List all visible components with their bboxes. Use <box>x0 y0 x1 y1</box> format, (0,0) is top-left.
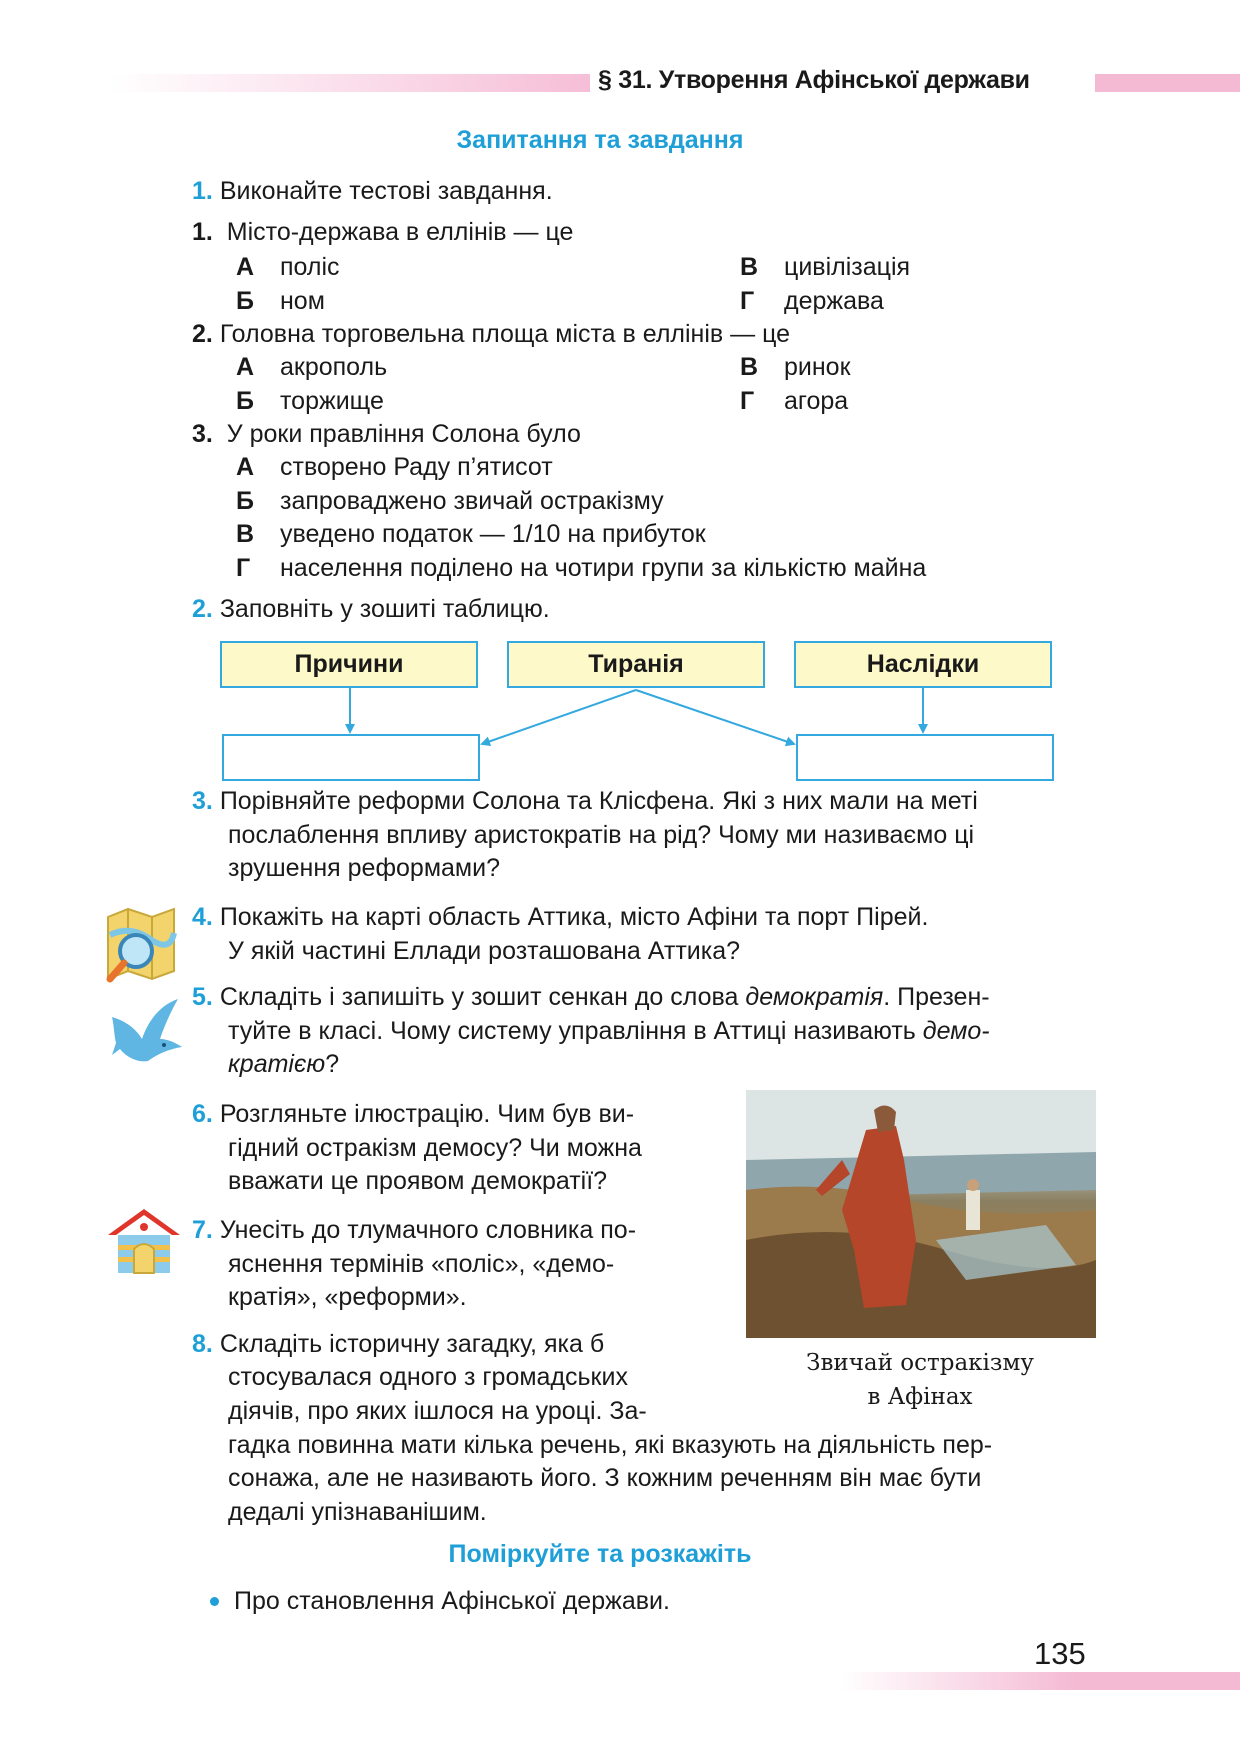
option-letter: Б <box>236 287 254 315</box>
diagram-box-causes: Причини <box>220 641 478 688</box>
ostracism-illustration <box>746 1090 1096 1338</box>
task-3-line: послаблення впливу аристократів на рід? Чому ми називаємо ці <box>228 821 975 849</box>
option-text: ном <box>280 287 325 315</box>
task-8-line: дедалі упізнаванішим. <box>228 1498 487 1526</box>
question-3: 3. У роки правління Солона було <box>192 420 581 448</box>
option-letter: Г <box>236 554 251 582</box>
option-text: уведено податок — 1/10 на прибуток <box>280 520 706 548</box>
option-letter: Г <box>740 287 755 315</box>
section-heading-questions: Запитання та завдання <box>456 126 744 154</box>
task-5: 5. Складіть і запишіть у зошит сенкан до слова демократія. Презен- <box>192 983 990 1011</box>
map-icon <box>100 905 182 987</box>
option-text: створено Раду п’ятисот <box>280 453 553 481</box>
diagram-box-tyranny: Тиранія <box>507 641 765 688</box>
bullet-item: Про становлення Афінської держави. <box>234 1587 670 1615</box>
chapter-title: § 31. Утворення Афінської держави <box>598 66 1030 94</box>
house-icon <box>104 1205 184 1277</box>
task-6-line: вважати це проявом демократії? <box>228 1167 608 1195</box>
option-text: держава <box>784 287 884 315</box>
bullet-icon <box>210 1597 219 1606</box>
option-text: цивілізація <box>784 253 911 281</box>
task-3: 3. Порівняйте реформи Солона та Клісфена. Які з них мали на меті <box>192 787 978 815</box>
option-letter: В <box>236 520 255 548</box>
option-letter: Б <box>236 487 254 515</box>
task-7: 7. Унесіть до тлумачного словника по- <box>192 1216 637 1244</box>
task-2: 2. Заповніть у зошиті таблицю. <box>192 595 550 623</box>
task-8-line: діячів, про яких ішлося на уроці. За- <box>228 1397 647 1425</box>
page-number: 135 <box>1034 1636 1086 1671</box>
task-5-line: туйте в класі. Чому систему управління в Аттиці називають демо- <box>228 1017 990 1045</box>
task-8-line: стосувалася одного з громадських <box>228 1363 628 1391</box>
illustration-caption: Звичай остракізму <box>806 1350 1034 1376</box>
diagram-arrows <box>0 0 1240 800</box>
illustration-caption: в Афінах <box>867 1384 973 1410</box>
option-letter: Б <box>236 387 254 415</box>
option-text: ринок <box>784 353 851 381</box>
section-heading-think: Поміркуйте та розкажіть <box>448 1540 752 1568</box>
task-8: 8. Складіть історичну загадку, яка б <box>192 1330 605 1358</box>
task-1: 1. Виконайте тестові завдання. <box>192 177 553 205</box>
option-letter: А <box>236 353 255 381</box>
option-letter: В <box>740 253 759 281</box>
task-8-line: гадка повинна мати кілька речень, які вказують на діяльність пер- <box>228 1431 993 1459</box>
diagram-box-consequences: Наслідки <box>794 641 1052 688</box>
question-1: 1. Місто-держава в еллінів — це <box>192 218 574 246</box>
question-2: 2. Головна торговельна площа міста в еллінів — це <box>192 320 791 348</box>
task-6: 6. Розгляньте ілюстрацію. Чим був ви- <box>192 1100 635 1128</box>
task-7-line: яснення термінів «поліс», «демо- <box>228 1250 615 1278</box>
task-8-line: сонажа, але не називають його. З кожним реченням він має бути <box>228 1464 982 1492</box>
task-6-line: гідний остракізм демосу? Чи можна <box>228 1134 642 1162</box>
option-text: населення поділено на чотири групи за кількістю майна <box>280 554 927 582</box>
task-5-line: кратією? <box>228 1050 340 1078</box>
dove-icon <box>108 995 186 1067</box>
task-4: 4. Покажіть на карті область Аттика, місто Афіни та порт Пірей. <box>192 903 929 931</box>
option-text: запроваджено звичай остракізму <box>280 487 664 515</box>
task-4-line: У якій частині Еллади розташована Аттика? <box>228 937 741 965</box>
footer-band <box>840 1672 1240 1690</box>
task-7-line: кратія», «реформи». <box>228 1283 467 1311</box>
option-letter: А <box>236 453 255 481</box>
option-text: поліс <box>280 253 340 281</box>
option-letter: В <box>740 353 759 381</box>
option-text: акрополь <box>280 353 388 381</box>
option-letter: Г <box>740 387 755 415</box>
option-letter: А <box>236 253 255 281</box>
option-text: торжище <box>280 387 384 415</box>
option-text: агора <box>784 387 849 415</box>
task-3-line: зрушення реформами? <box>228 854 500 882</box>
